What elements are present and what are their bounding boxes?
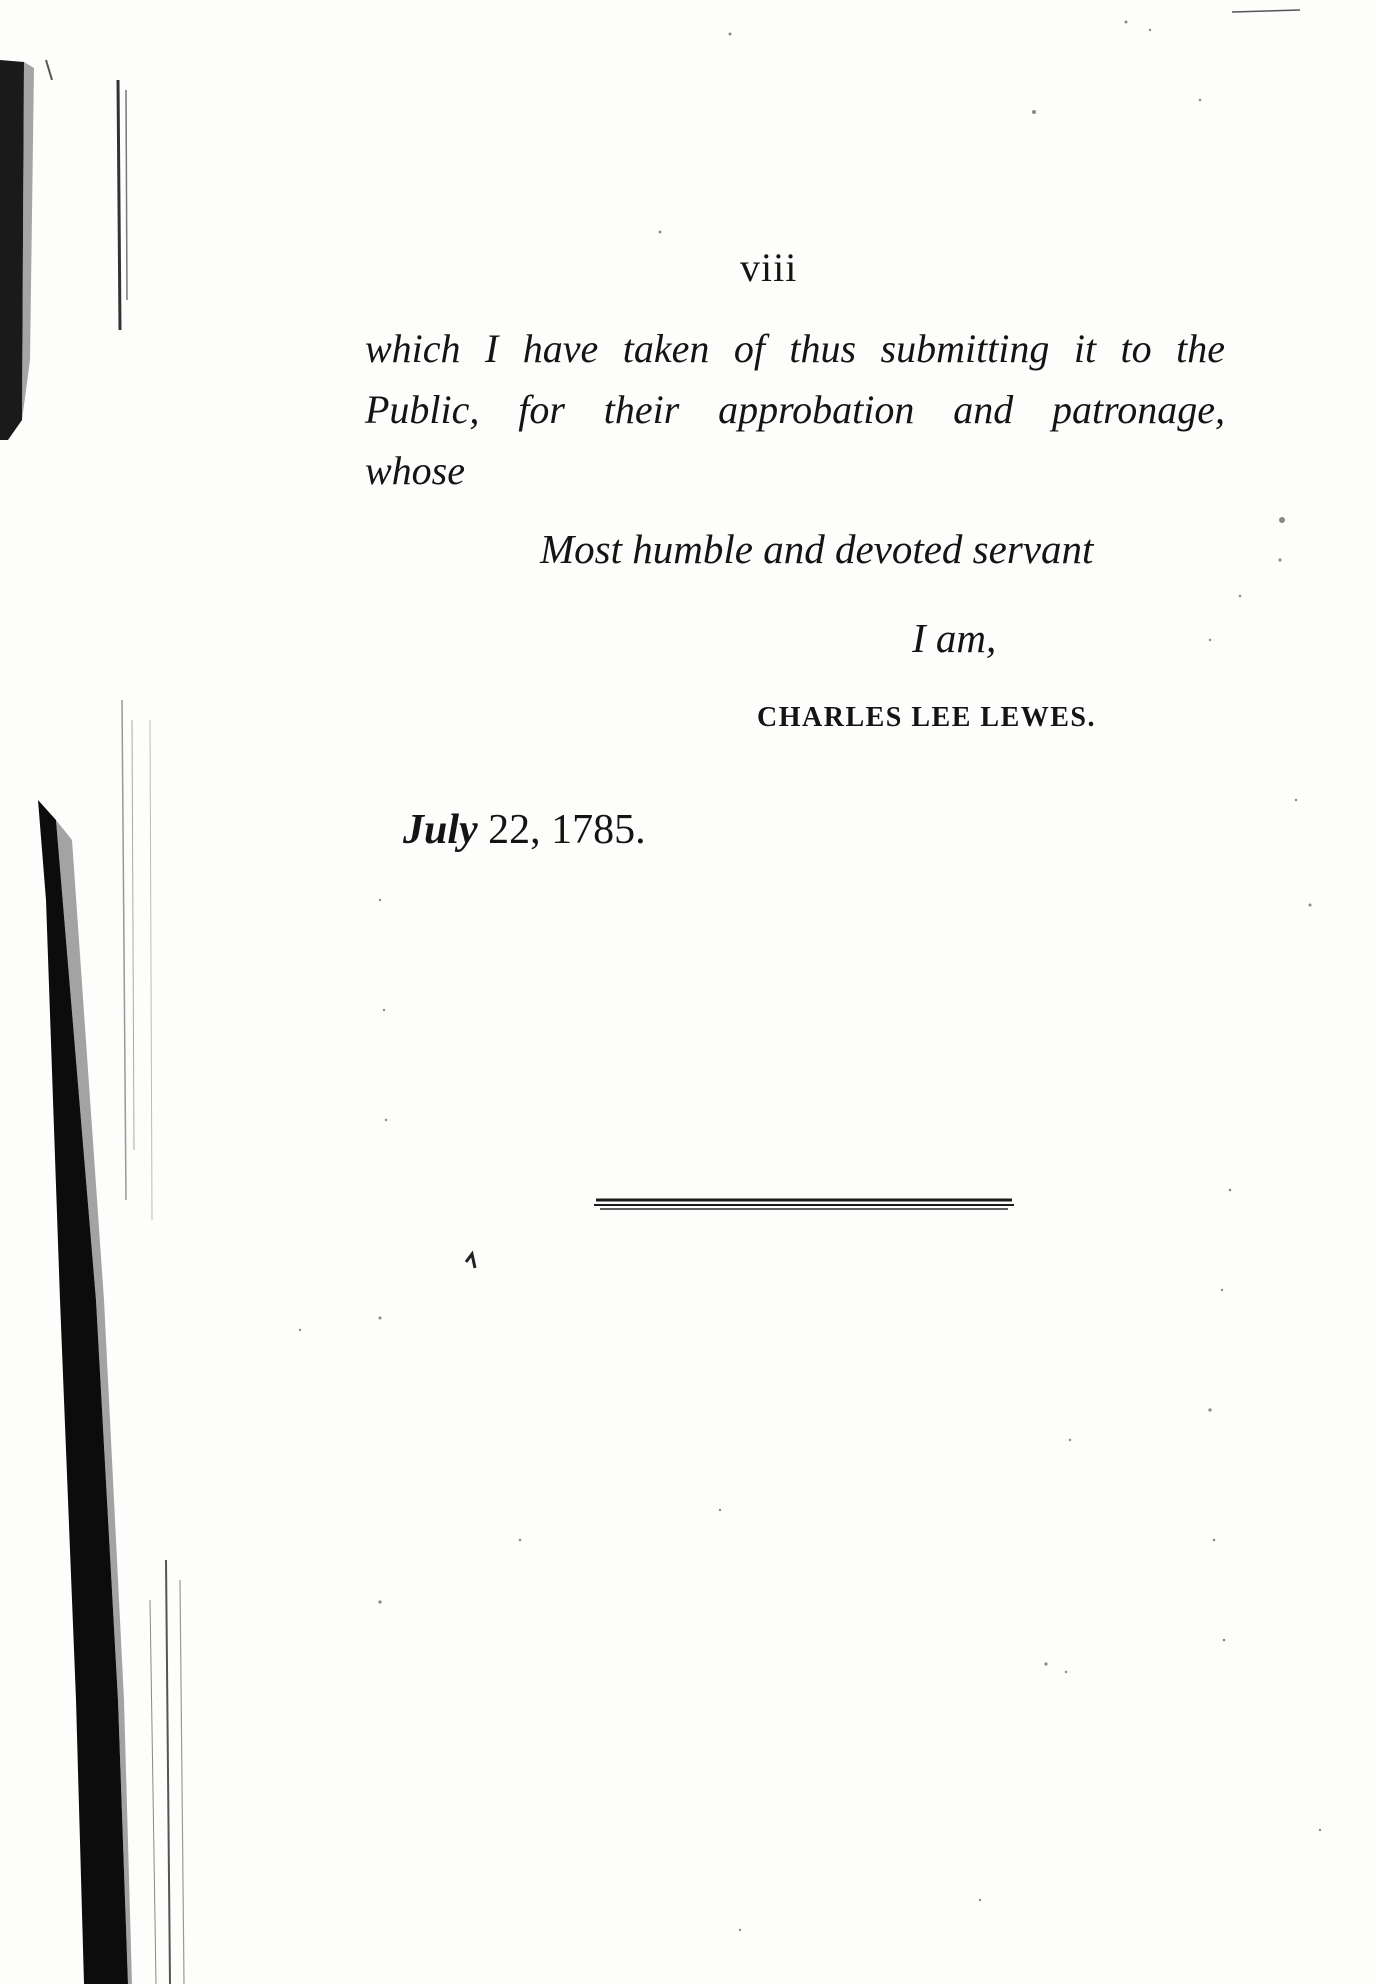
letter-date xyxy=(403,806,646,854)
date-month: July xyxy=(403,807,478,853)
salutation: I am, xyxy=(912,615,997,661)
body-line: whose xyxy=(365,448,465,493)
page-number: viii xyxy=(740,245,798,290)
section-divider-rule xyxy=(594,1196,1014,1212)
author-signature: CHARLES LEE LEWES. xyxy=(757,702,1096,733)
body-paragraph xyxy=(365,318,1225,501)
date-day-year: 22, 1785. xyxy=(477,807,646,853)
closing-phrase: Most humble and devoted servant xyxy=(540,526,1094,572)
body-line: which I have taken of thus submitting it to the xyxy=(365,326,1225,371)
body-line: Public, for their approbation and patronage, xyxy=(365,387,1225,432)
